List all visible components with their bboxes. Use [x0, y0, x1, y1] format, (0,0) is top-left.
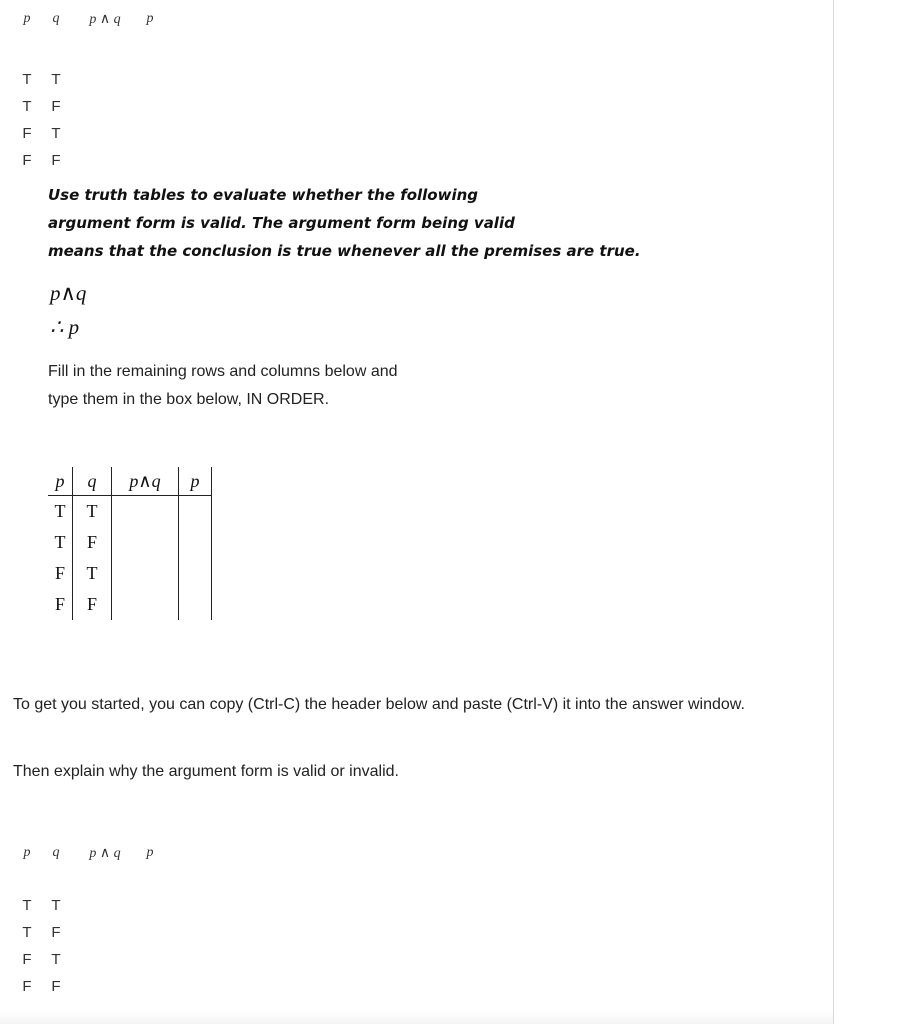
truth-cell-q: T: [73, 558, 112, 589]
right-gutter: [834, 0, 916, 1024]
cell-p: F: [22, 978, 32, 995]
truth-cell-q: F: [73, 589, 112, 620]
truth-cell-p: T: [54, 501, 66, 521]
truth-table-row: [48, 496, 212, 528]
fill-line: Fill in the remaining rows and columns below and: [48, 363, 398, 380]
truth-table: [48, 467, 212, 620]
bottom-table-row: [12, 973, 160, 1000]
truth-cell-p-and-q: [112, 496, 179, 528]
bottom-header-table: [12, 842, 160, 1000]
truth-header-conclusion: p: [179, 467, 212, 496]
top-header-table: [12, 8, 160, 174]
truth-cell-p: T: [54, 532, 66, 552]
header-conclusion-p: p: [146, 11, 154, 26]
bottom-header-row: [12, 842, 160, 864]
instructions-text: [48, 181, 688, 265]
truth-cell-conclusion: [179, 558, 212, 589]
cell-q: T: [51, 125, 61, 142]
fill-in-instructions: [48, 358, 648, 414]
instructions-line: means that the conclusion is true whenever all the premises are true.: [48, 242, 641, 260]
truth-cell-q: T: [73, 496, 112, 528]
truth-table-row: [48, 527, 212, 558]
cell-p: T: [22, 98, 32, 115]
top-table-row: [12, 93, 160, 120]
bottom-fade: [0, 1010, 833, 1024]
top-header-row: [12, 8, 160, 30]
truth-header-p: p: [48, 467, 73, 496]
cell-q: F: [51, 924, 61, 941]
header-p-and-q: p ∧ q: [89, 11, 121, 27]
instructions-line: argument form is valid. The argument form being valid: [48, 214, 515, 232]
cell-q: T: [51, 71, 61, 88]
argument-conclusion: ∴ p: [50, 315, 80, 339]
top-table-row: [12, 66, 160, 93]
truth-cell-p-and-q: [112, 558, 179, 589]
explain-text: Then explain why the argument form is valid or invalid.: [13, 763, 399, 780]
truth-table-row: [48, 558, 212, 589]
cell-q: F: [51, 978, 61, 995]
truth-cell-conclusion: [179, 589, 212, 620]
cell-p: F: [22, 152, 32, 169]
header-p: p: [23, 845, 31, 860]
cell-p: F: [22, 125, 32, 142]
cell-q: F: [51, 152, 61, 169]
truth-cell-p: F: [54, 594, 65, 614]
header-conclusion-p: p: [146, 845, 154, 860]
cell-q: F: [51, 98, 61, 115]
argument-form: [50, 276, 86, 344]
fill-line: type them in the box below, IN ORDER.: [48, 391, 330, 408]
bottom-table-row: [12, 946, 160, 973]
bottom-table-row: [12, 892, 160, 919]
truth-table-row: [48, 589, 212, 620]
truth-cell-p-and-q: [112, 589, 179, 620]
truth-cell-conclusion: [179, 496, 212, 528]
instructions-line: Use truth tables to evaluate whether the following: [48, 186, 479, 204]
cell-q: T: [51, 897, 61, 914]
cell-p: T: [22, 71, 32, 88]
get-started-text: To get you started, you can copy (Ctrl-C) the header below and paste (Ctrl-V) it into the answer window.: [13, 696, 745, 713]
truth-table-header-row: [48, 467, 212, 496]
truth-header-p-and-q: p∧q: [112, 467, 179, 496]
argument-premise: p∧q: [50, 281, 87, 305]
header-q: q: [52, 845, 60, 860]
cell-p: F: [22, 951, 32, 968]
truth-header-q: q: [73, 467, 112, 496]
header-p: p: [23, 11, 31, 26]
cell-p: T: [22, 897, 32, 914]
truth-cell-conclusion: [179, 527, 212, 558]
truth-cell-q: F: [73, 527, 112, 558]
bottom-table-row: [12, 919, 160, 946]
header-p-and-q: p ∧ q: [89, 845, 121, 861]
truth-cell-p: F: [54, 563, 65, 583]
truth-cell-p-and-q: [112, 527, 179, 558]
cell-q: T: [51, 951, 61, 968]
header-q: q: [52, 11, 60, 26]
top-table-row: [12, 147, 160, 174]
top-table-row: [12, 120, 160, 147]
cell-p: T: [22, 924, 32, 941]
